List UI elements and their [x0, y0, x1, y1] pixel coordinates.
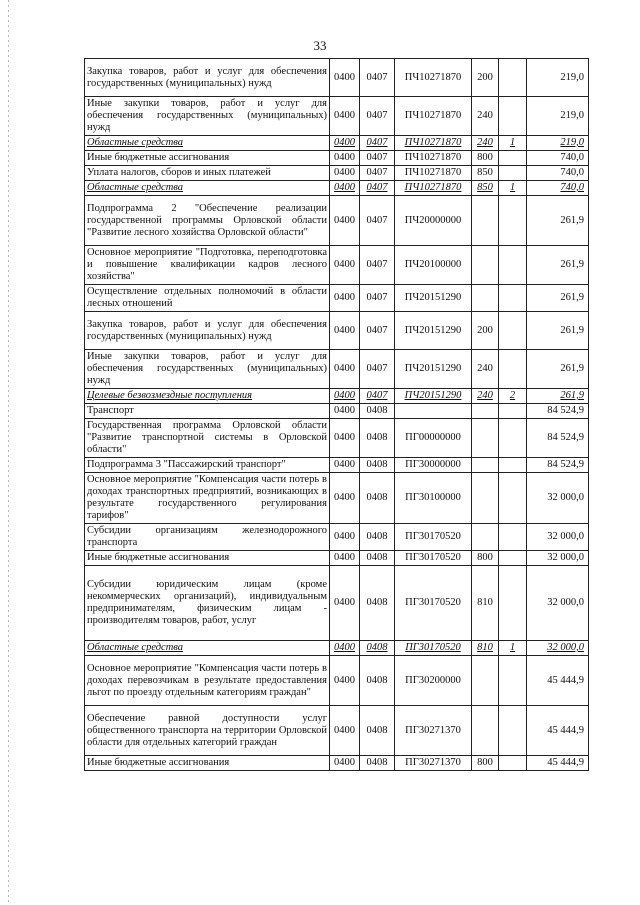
table-row: [85, 59, 589, 97]
row-section-code: 0400: [330, 756, 360, 771]
row-expense-type: 800: [472, 151, 499, 166]
row-amount: 219,0: [527, 59, 589, 97]
row-target-article: ПЧ10271870: [395, 97, 472, 136]
row-amount: 32 000,0: [527, 473, 589, 524]
row-target-article: ПЧ10271870: [395, 151, 472, 166]
row-target-article: ПГ30170520: [395, 551, 472, 566]
row-expense-type: [472, 196, 499, 246]
row-target-article: ПЧ10271870: [395, 136, 472, 151]
row-funding-source: [499, 246, 527, 285]
row-target-article: ПЧ20151290: [395, 312, 472, 350]
row-expense-type: 810: [472, 641, 499, 656]
row-expense-type: 240: [472, 389, 499, 404]
row-amount: 740,0: [527, 151, 589, 166]
row-section-code: 0400: [330, 473, 360, 524]
row-name: Иные бюджетные ассигнования: [85, 756, 330, 771]
table-row: [85, 350, 589, 389]
row-amount: 740,0: [527, 166, 589, 181]
row-expense-type: 810: [472, 566, 499, 641]
row-section-code: 0400: [330, 641, 360, 656]
row-section-code: 0400: [330, 59, 360, 97]
row-section-code: 0400: [330, 389, 360, 404]
row-funding-source: [499, 756, 527, 771]
row-funding-source: [499, 656, 527, 706]
row-subsection-code: 0408: [360, 524, 395, 551]
row-name: Областные средства: [85, 136, 330, 151]
row-section-code: 0400: [330, 551, 360, 566]
row-amount: 32 000,0: [527, 551, 589, 566]
row-expense-type: [472, 285, 499, 312]
row-subsection-code: 0407: [360, 151, 395, 166]
row-expense-type: [472, 404, 499, 419]
table-row: [85, 285, 589, 312]
row-expense-type: 240: [472, 136, 499, 151]
row-funding-source: [499, 473, 527, 524]
table-row: [85, 756, 589, 771]
row-section-code: 0400: [330, 196, 360, 246]
row-amount: 45 444,9: [527, 706, 589, 756]
row-amount: 219,0: [527, 97, 589, 136]
row-name: Субсидии организациям железнодорожного транспорта: [85, 524, 330, 551]
row-funding-source: [499, 458, 527, 473]
table-row: [85, 656, 589, 706]
row-section-code: 0400: [330, 706, 360, 756]
row-funding-source: [499, 350, 527, 389]
table-row: [85, 196, 589, 246]
row-target-article: ПГ30200000: [395, 656, 472, 706]
row-amount: 32 000,0: [527, 524, 589, 551]
row-funding-source: [499, 524, 527, 551]
row-funding-source: [499, 419, 527, 458]
row-amount: 219,0: [527, 136, 589, 151]
row-amount: 740,0: [527, 181, 589, 196]
row-expense-type: [472, 524, 499, 551]
row-funding-source: [499, 166, 527, 181]
row-amount: 261,9: [527, 246, 589, 285]
row-section-code: 0400: [330, 151, 360, 166]
row-section-code: 0400: [330, 458, 360, 473]
row-subsection-code: 0407: [360, 350, 395, 389]
row-expense-type: [472, 419, 499, 458]
row-section-code: 0400: [330, 246, 360, 285]
page-number: 33: [313, 38, 327, 53]
row-name: Иные бюджетные ассигнования: [85, 551, 330, 566]
row-subsection-code: 0408: [360, 419, 395, 458]
row-name: Подпрограмма 3 "Пассажирский транспорт": [85, 458, 330, 473]
table-row: [85, 551, 589, 566]
table-row: [85, 312, 589, 350]
table-row: [85, 181, 589, 196]
row-subsection-code: 0408: [360, 706, 395, 756]
row-expense-type: [472, 473, 499, 524]
row-subsection-code: 0407: [360, 246, 395, 285]
row-amount: 84 524,9: [527, 419, 589, 458]
row-name: Основное мероприятие "Подготовка, переподготовка и повышение квалификации кадров лесного хозяйства": [85, 246, 330, 285]
table-row: [85, 246, 589, 285]
row-name: Уплата налогов, сборов и иных платежей: [85, 166, 330, 181]
row-expense-type: 240: [472, 350, 499, 389]
row-funding-source: [499, 59, 527, 97]
row-section-code: 0400: [330, 97, 360, 136]
row-name: Основное мероприятие "Компенсация части потерь в доходах перевозчикам в результате предоставления льгот по проезду отдельным категориям граждан": [85, 656, 330, 706]
row-subsection-code: 0408: [360, 756, 395, 771]
row-expense-type: 800: [472, 756, 499, 771]
row-target-article: ПГ30170520: [395, 524, 472, 551]
row-expense-type: [472, 656, 499, 706]
row-funding-source: [499, 196, 527, 246]
row-subsection-code: 0407: [360, 312, 395, 350]
row-name: Транспорт: [85, 404, 330, 419]
row-section-code: 0400: [330, 566, 360, 641]
row-expense-type: 200: [472, 312, 499, 350]
row-target-article: ПГ30100000: [395, 473, 472, 524]
row-funding-source: [499, 566, 527, 641]
row-subsection-code: 0407: [360, 136, 395, 151]
row-target-article: ПГ30271370: [395, 706, 472, 756]
row-target-article: ПГ30000000: [395, 458, 472, 473]
row-funding-source: 1: [499, 136, 527, 151]
row-subsection-code: 0408: [360, 473, 395, 524]
row-amount: 32 000,0: [527, 566, 589, 641]
row-target-article: ПЧ20000000: [395, 196, 472, 246]
row-name: Основное мероприятие "Компенсация части потерь в доходах транспортных предприятий, возникающих в результате государственного регулирования тарифов": [85, 473, 330, 524]
row-subsection-code: 0408: [360, 656, 395, 706]
row-subsection-code: 0407: [360, 166, 395, 181]
row-section-code: 0400: [330, 524, 360, 551]
row-expense-type: 850: [472, 181, 499, 196]
table-row: [85, 566, 589, 641]
row-subsection-code: 0407: [360, 97, 395, 136]
row-subsection-code: 0407: [360, 59, 395, 97]
row-name: Закупка товаров, работ и услуг для обеспечения государственных (муниципальных) нужд: [85, 312, 330, 350]
row-amount: 84 524,9: [527, 404, 589, 419]
budget-table: [84, 58, 589, 771]
table-row: [85, 641, 589, 656]
table-row: [85, 419, 589, 458]
row-amount: 32 000,0: [527, 641, 589, 656]
row-expense-type: 850: [472, 166, 499, 181]
row-expense-type: [472, 458, 499, 473]
row-funding-source: [499, 706, 527, 756]
table-row: [85, 473, 589, 524]
row-name: Субсидии юридическим лицам (кроме некоммерческих организаций), индивидуальным предпринимателям, физическим лицам - производителям товаров, работ, услуг: [85, 566, 330, 641]
row-expense-type: [472, 706, 499, 756]
row-target-article: ПЧ20151290: [395, 389, 472, 404]
row-subsection-code: 0407: [360, 389, 395, 404]
row-amount: 45 444,9: [527, 756, 589, 771]
scan-edge-line: [8, 0, 9, 905]
row-expense-type: [472, 246, 499, 285]
row-name: Иные бюджетные ассигнования: [85, 151, 330, 166]
row-target-article: ПЧ20151290: [395, 350, 472, 389]
row-name: Областные средства: [85, 181, 330, 196]
row-subsection-code: 0408: [360, 551, 395, 566]
row-funding-source: [499, 551, 527, 566]
row-name: Осуществление отдельных полномочий в области лесных отношений: [85, 285, 330, 312]
row-name: Государственная программа Орловской области "Развитие транспортной системы в Орловской области": [85, 419, 330, 458]
row-amount: 261,9: [527, 389, 589, 404]
row-funding-source: [499, 285, 527, 312]
row-name: Иные закупки товаров, работ и услуг для обеспечения государственных (муниципальных) нужд: [85, 97, 330, 136]
row-funding-source: [499, 97, 527, 136]
row-target-article: ПГ30271370: [395, 756, 472, 771]
row-funding-source: 1: [499, 181, 527, 196]
table-row: [85, 151, 589, 166]
row-target-article: ПЧ20151290: [395, 285, 472, 312]
row-section-code: 0400: [330, 404, 360, 419]
row-subsection-code: 0408: [360, 458, 395, 473]
row-subsection-code: 0408: [360, 641, 395, 656]
row-amount: 261,9: [527, 312, 589, 350]
row-funding-source: [499, 404, 527, 419]
row-name: Закупка товаров, работ и услуг для обеспечения государственных (муниципальных) нужд: [85, 59, 330, 97]
row-section-code: 0400: [330, 285, 360, 312]
row-subsection-code: 0407: [360, 181, 395, 196]
row-subsection-code: 0408: [360, 566, 395, 641]
row-name: Целевые безвозмездные поступления: [85, 389, 330, 404]
row-section-code: 0400: [330, 312, 360, 350]
table-row: [85, 524, 589, 551]
row-expense-type: 200: [472, 59, 499, 97]
row-target-article: [395, 404, 472, 419]
row-amount: 261,9: [527, 285, 589, 312]
table-row: [85, 389, 589, 404]
row-target-article: ПГ00000000: [395, 419, 472, 458]
row-section-code: 0400: [330, 166, 360, 181]
budget-table-body: [85, 59, 589, 771]
row-funding-source: [499, 312, 527, 350]
row-target-article: ПЧ20100000: [395, 246, 472, 285]
row-name: Обеспечение равной доступности услуг общественного транспорта на территории Орловской области для отдельных категорий граждан: [85, 706, 330, 756]
row-amount: 84 524,9: [527, 458, 589, 473]
row-amount: 45 444,9: [527, 656, 589, 706]
row-subsection-code: 0407: [360, 196, 395, 246]
row-target-article: ПЧ10271870: [395, 59, 472, 97]
row-name: Подпрограмма 2 "Обеспечение реализации государственной программы Орловской области "Развитие лесного хозяйства Орловской области": [85, 196, 330, 246]
row-funding-source: 1: [499, 641, 527, 656]
table-row: [85, 136, 589, 151]
table-row: [85, 706, 589, 756]
row-funding-source: [499, 151, 527, 166]
row-name: Иные закупки товаров, работ и услуг для обеспечения государственных (муниципальных) нужд: [85, 350, 330, 389]
row-amount: 261,9: [527, 196, 589, 246]
row-section-code: 0400: [330, 419, 360, 458]
row-target-article: ПГ30170520: [395, 566, 472, 641]
row-target-article: ПЧ10271870: [395, 166, 472, 181]
table-row: [85, 458, 589, 473]
row-amount: 261,9: [527, 350, 589, 389]
row-subsection-code: 0407: [360, 285, 395, 312]
row-target-article: ПГ30170520: [395, 641, 472, 656]
row-section-code: 0400: [330, 350, 360, 389]
table-row: [85, 166, 589, 181]
table-row: [85, 404, 589, 419]
row-target-article: ПЧ10271870: [395, 181, 472, 196]
row-section-code: 0400: [330, 181, 360, 196]
row-name: Областные средства: [85, 641, 330, 656]
row-section-code: 0400: [330, 656, 360, 706]
table-row: [85, 97, 589, 136]
row-subsection-code: 0408: [360, 404, 395, 419]
row-expense-type: 240: [472, 97, 499, 136]
row-funding-source: 2: [499, 389, 527, 404]
row-section-code: 0400: [330, 136, 360, 151]
row-expense-type: 800: [472, 551, 499, 566]
